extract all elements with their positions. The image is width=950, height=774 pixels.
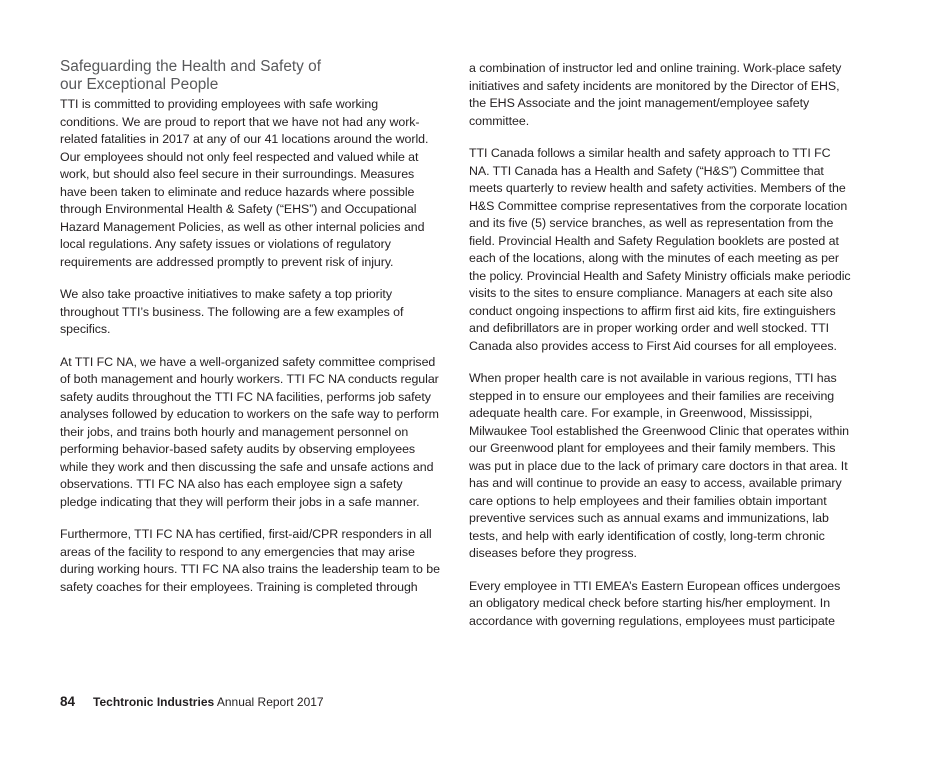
page-footer — [60, 694, 324, 710]
left-column — [60, 58, 440, 611]
paragraph: We also take proactive initiatives to make safety a top priority throughout TTI’s business. The following are a few examples of specifics. — [60, 287, 404, 336]
heading-line-1: Safeguarding the Health and Safety of — [60, 58, 321, 75]
paragraph: Every employee in TTI EMEA’s Eastern European offices undergoes an obligatory medical check before starting his/her employment. In accordance with governing regulations, employees must participate — [469, 578, 841, 628]
heading-line-2: our Exceptional People — [60, 76, 219, 93]
report-title: Annual Report 2017 — [214, 695, 324, 709]
section-heading — [60, 58, 440, 94]
paragraph: TTI is committed to providing employees with safe working conditions. We are proud to report that we have not had any work-related fatalities in 2017 at any of our 41 locations around the world. Our employees should not only feel respected and valued while at work, but should also feel secure in their surroundings. Measures have been taken to eliminate and reduce hazards where possible through Environmental Health & Safety (“EHS”) and Occupational Hazard Management Policies, as well as other internal policies and local regulations. Any safety issues or violations of regulatory requirements are addressed promptly to prevent risk of injury. — [60, 97, 429, 269]
paragraph: When proper health care is not available in various regions, TTI has stepped in to ensure our employees and their families are receiving adequate health care. For example, in Greenwood, Mississippi, Milwaukee Tool established the Greenwood Clinic that operates within our Greenwood plant for employees and their family members. This was put in place due to the lack of primary care doctors in that area. It has and will continue to provide an easy to access, available primary care options to help employees and their families obtain important preventive services such as annual exams and immunizations, lab tests, and help with early identification of costly, long-term chronic diseases before they progress. — [469, 371, 850, 560]
company-name: Techtronic Industries — [93, 695, 215, 709]
paragraph: Furthermore, TTI FC NA has certified, first-aid/CPR responders in all areas of the facility to respond to any emergencies that may arise during working hours. TTI FC NA also trains the leadership team to be safety coaches for their employees. Training is completed through — [60, 527, 440, 594]
right-column — [469, 60, 854, 645]
paragraph: At TTI FC NA, we have a well-organized safety committee comprised of both management and hourly workers. TTI FC NA conducts regular safety audits throughout the TTI FC NA facilities, performs job safety analyses followed by education to workers on the safe way to perform their jobs, and trains both hourly and management personnel on performing behavior-based safety audits by observing employees while they work and then discussing the safe and unsafe actions and observations. TTI FC NA also has each employee sign a safety pledge indicating that they will perform their jobs in a safe manner. — [60, 354, 439, 509]
paragraph: TTI Canada follows a similar health and safety approach to TTI FC NA. TTI Canada has a Health and Safety (“H&S”) Committee that meets quarterly to review health and safety activities. Members of the H&S Committee comprise representatives from the corporate location and its five (5) service branches, as well as representation from the field. Provincial Health and Safety Regulation booklets are posted at each of the locations, along with the minutes of each meeting as per the policy. Provincial Health and Safety Ministry officials make periodic visits to the sites to ensure compliance. Managers at each site also conduct ongoing inspections to affirm first aid kits, fire extinguishers and defibrillators are in proper working order and well stocked. TTI Canada also provides access to First Aid courses for all employees. — [469, 146, 851, 353]
paragraph: a combination of instructor led and online training. Work-place safety initiatives and safety incidents are monitored by the Director of EHS, the EHS Associate and the joint management/employee safety committee. — [469, 61, 842, 128]
page-number: 84 — [60, 694, 76, 709]
